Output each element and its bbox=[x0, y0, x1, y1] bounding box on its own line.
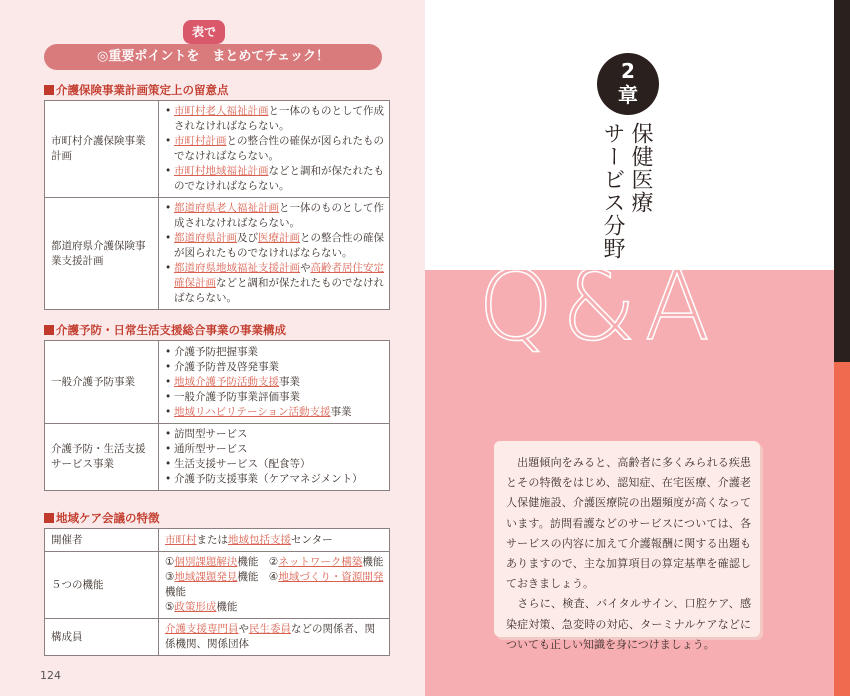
section3-heading bbox=[44, 510, 160, 526]
section1-heading bbox=[44, 82, 229, 98]
row-content: 介護支援専門員や民生委員などの関係者、関係機関、関係団体 bbox=[159, 619, 390, 656]
row-head: 介護予防・生活支援サービス事業 bbox=[45, 424, 159, 491]
row-content bbox=[159, 101, 390, 198]
dark-edge-bar bbox=[834, 0, 850, 362]
list-item: • 介護予防把握事業 bbox=[165, 345, 385, 360]
section2-title: 介護予防・日常生活支援総合事業の事業構成 bbox=[56, 323, 286, 337]
section2-heading bbox=[44, 322, 286, 338]
list-item: • 介護予防支援事業（ケアマネジメント） bbox=[165, 472, 385, 487]
chapter-badge bbox=[597, 53, 659, 115]
list-item: • 都道府県老人福祉計画と一体のものとして作成されなければならない。 bbox=[165, 201, 385, 231]
note-text: 出題傾向をみると、高齢者に多くみられる疾患とその特徴をはじめ、認知症、在宅医療、介護老人保健施設、介護医療院の出題頻度が高くなっています。訪問看護などのサービスについては、各サービスの内容に加えて介護報酬に関する出題もありますので、主な加算項目の算定基準を確認しておきましょう。 さらに、検査、バイタルサイン、口腔ケア、感染症対策、急変時の対応、ターミナルケアなどについても正しい知識を身につけましょう。 bbox=[506, 456, 751, 651]
square-bullet-icon bbox=[44, 513, 54, 523]
row-head: ５つの機能 bbox=[45, 552, 159, 619]
program-table bbox=[44, 340, 390, 491]
section3-title: 地域ケア会議の特徴 bbox=[56, 511, 160, 525]
function-line: ⑤政策形成機能 bbox=[165, 601, 238, 613]
chapter-title-line2: サービス分野 bbox=[600, 122, 625, 260]
table-row bbox=[45, 198, 390, 310]
function-line: ③地域課題発見機能 ④地域づくり・資源開発機能 bbox=[165, 571, 384, 598]
meeting-table bbox=[44, 528, 390, 656]
table-row bbox=[45, 424, 390, 491]
section1-title: 介護保険事業計画策定上の留意点 bbox=[56, 83, 229, 97]
list-item: • 市町村老人福祉計画と一体のものとして作成されなければならない。 bbox=[165, 104, 385, 134]
chapter-title-line1: 保健医療 bbox=[628, 122, 653, 214]
row-head: 市町村介護保険事業計画 bbox=[45, 101, 159, 198]
row-head: 一般介護予防事業 bbox=[45, 341, 159, 424]
list-item: • 一般介護予防事業評価事業 bbox=[165, 390, 385, 405]
plan-table bbox=[44, 100, 390, 310]
table-row bbox=[45, 552, 390, 619]
row-head: 都道府県介護保険事業支援計画 bbox=[45, 198, 159, 310]
square-bullet-icon bbox=[44, 85, 54, 95]
row-content bbox=[159, 552, 390, 619]
list-item: • 市町村計画との整合性の確保が図られたものでなければならない。 bbox=[165, 134, 385, 164]
list-item: • 生活支援サービス（配食等） bbox=[165, 457, 385, 472]
list-item: • 地域リハビリテーション活動支援事業 bbox=[165, 405, 385, 420]
list-item: • 訪問型サービス bbox=[165, 427, 385, 442]
row-head: 構成員 bbox=[45, 619, 159, 656]
table-badge: 表で bbox=[183, 20, 225, 44]
orange-edge-bar bbox=[834, 362, 850, 696]
table-row bbox=[45, 101, 390, 198]
table-row bbox=[45, 341, 390, 424]
row-content bbox=[159, 424, 390, 491]
table-row bbox=[45, 619, 390, 656]
chapter-number: 2 bbox=[621, 59, 635, 83]
row-content bbox=[159, 198, 390, 310]
list-item: • 地域介護予防活動支援事業 bbox=[165, 375, 385, 390]
row-head: 開催者 bbox=[45, 529, 159, 552]
summary-banner: ◎重要ポイントを まとめてチェック！ bbox=[44, 44, 382, 70]
row-content bbox=[159, 341, 390, 424]
function-line: ①個別課題解決機能 ②ネットワーク構築機能 bbox=[165, 556, 384, 568]
list-item: • 通所型サービス bbox=[165, 442, 385, 457]
square-bullet-icon bbox=[44, 325, 54, 335]
list-item: • 都道府県地域福祉支援計画や高齢者居住安定確保計画などと調和が保たれたものでなければならない。 bbox=[165, 261, 385, 306]
list-item: • 市町村地域福祉計画などと調和が保たれたものでなければならない。 bbox=[165, 164, 385, 194]
note-box bbox=[494, 441, 760, 651]
row-content: 市町村または地域包括支援センター bbox=[159, 529, 390, 552]
list-item: • 都道府県計画及び医療計画との整合性の確保が図られたものでなければならない。 bbox=[165, 231, 385, 261]
list-item: • 介護予防普及啓発事業 bbox=[165, 360, 385, 375]
page-number: 124 bbox=[40, 669, 61, 682]
chapter-label: 章 bbox=[618, 83, 638, 107]
qa-watermark: Q&A bbox=[478, 250, 719, 362]
table-row bbox=[45, 529, 390, 552]
